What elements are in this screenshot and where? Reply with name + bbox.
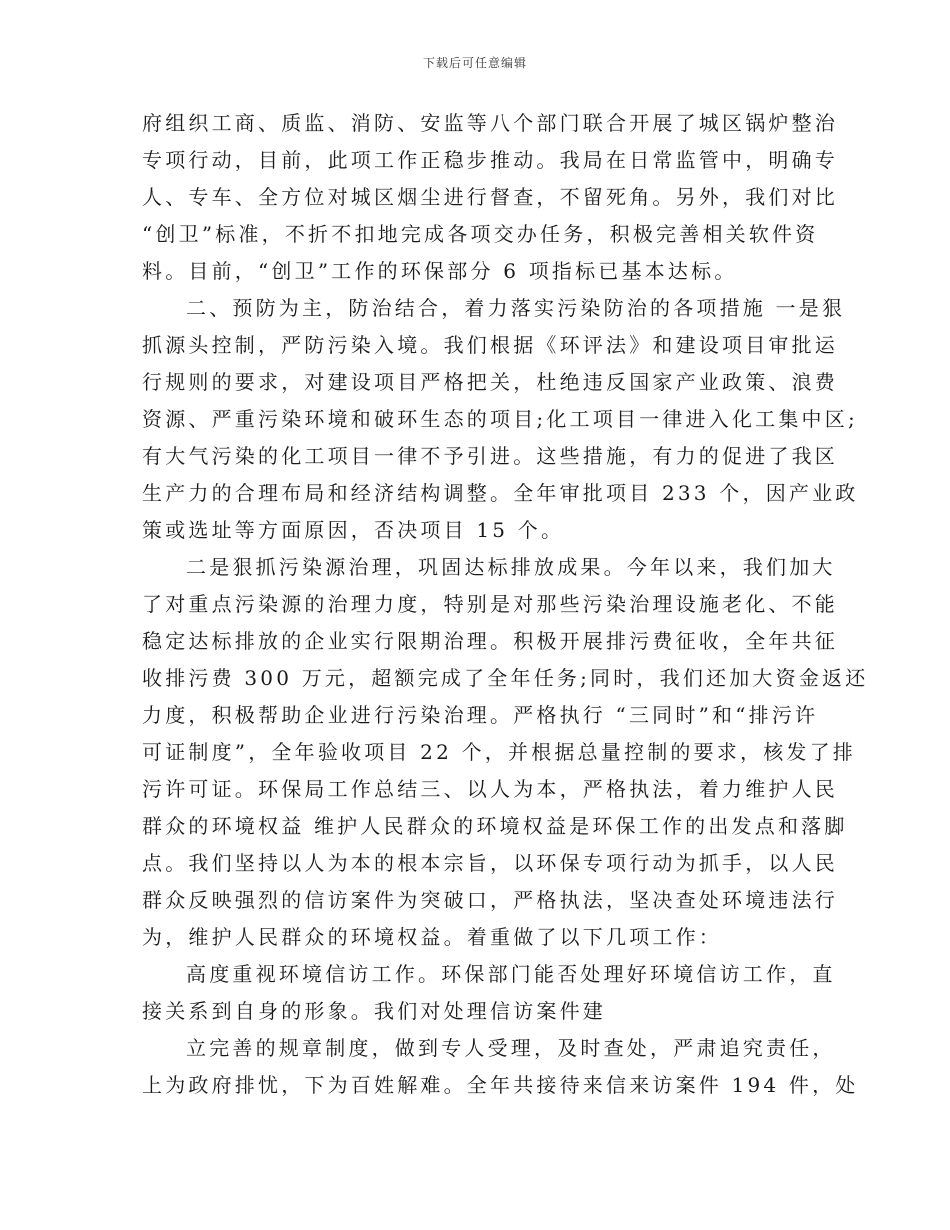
paragraph-boiler-rectification (142, 105, 838, 290)
text-line: 高度重视环境信访工作。环保部门能否处理好环境信访工作，直 (186, 962, 836, 986)
text-line: 稳定达标排放的企业实行限期治理。积极开展排污费征收，全年共征 (142, 629, 838, 653)
text-line: 力度，积极帮助企业进行污染治理。严格执行 “三同时”和“排污许 (142, 703, 819, 727)
text-line: 生产力的合理布局和经济结构调整。全年审批项目 233 个，因产业政 (142, 481, 859, 505)
paragraph-petition-work (142, 956, 836, 1030)
document-body (142, 105, 869, 1104)
text-line: 抓源头控制，严防污染入境。我们根据《环评法》和建设项目审批运 (142, 333, 838, 357)
page-header: 下载后可任意编辑 (422, 56, 527, 70)
text-line: 府组织工商、质监、消防、安监等八个部门联合开展了城区锅炉整治 (142, 111, 838, 135)
text-line: 料。目前，“创卫”工作的环保部分 6 项指标已基本达标。 (142, 259, 738, 283)
text-line: 专项行动，目前，此项工作正稳步推动。我局在日常监管中，明确专 (142, 148, 838, 172)
text-line: 行规则的要求，对建设项目严格把关，杜绝违反国家产业政策、浪费 (142, 370, 838, 394)
text-line: 可证制度”，全年验收项目 22 个，并根据总量控制的要求，核发了排 (142, 740, 856, 764)
paragraph-prevention-first (142, 290, 859, 549)
paragraph-pollution-source-control (142, 549, 869, 956)
text-line: “创卫”标准，不折不扣地完成各项交办任务，积极完善相关软件资 (142, 222, 819, 246)
text-line: 有大气污染的化工项目一律不予引进。这些措施，有力的促进了我区 (142, 444, 838, 468)
text-line: 了对重点污染源的治理力度，特别是对那些污染治理设施老化、不能 (142, 592, 838, 616)
text-line: 资源、严重污染环境和破环生态的项目;化工项目一律进入化工集中区; (142, 407, 858, 431)
text-line: 二是狠抓污染源治理，巩固达标排放成果。今年以来，我们加大 (186, 555, 836, 579)
text-line: 群众的环境权益 维护人民群众的环境权益是环保工作的出发点和落脚 (142, 814, 848, 838)
text-line: 收排污费 300 万元，超额完成了全年任务;同时，我们还加大资金返还 (142, 666, 869, 690)
paragraph-rules-system (142, 1030, 859, 1104)
text-line: 群众反映强烈的信访案件为突破口，严格执法，坚决查处环境违法行 (142, 888, 838, 912)
text-line: 为，维护人民群众的环境权益。着重做了以下几项工作： (142, 925, 722, 949)
text-line: 点。我们坚持以人为本的根本宗旨，以环保专项行动为抓手，以人民 (142, 851, 838, 875)
text-line: 上为政府排忧，下为百姓解难。全年共接待来信来访案件 194 件，处 (142, 1073, 859, 1097)
text-line: 二、预防为主，防治结合，着力落实污染防治的各项措施 一是狠 (186, 296, 846, 320)
text-line: 立完善的规章制度，做到专人受理，及时查处，严肃追究责任， (186, 1036, 836, 1060)
text-line: 策或选址等方面原因，否决项目 15 个。 (142, 518, 565, 542)
text-line: 污许可证。环保局工作总结三、以人为本，严格执法，着力维护人民 (142, 777, 838, 801)
text-line: 接关系到自身的形象。我们对处理信访案件建 (142, 999, 606, 1023)
text-line: 人、专车、全方位对城区烟尘进行督查，不留死角。另外，我们对比 (142, 185, 838, 209)
